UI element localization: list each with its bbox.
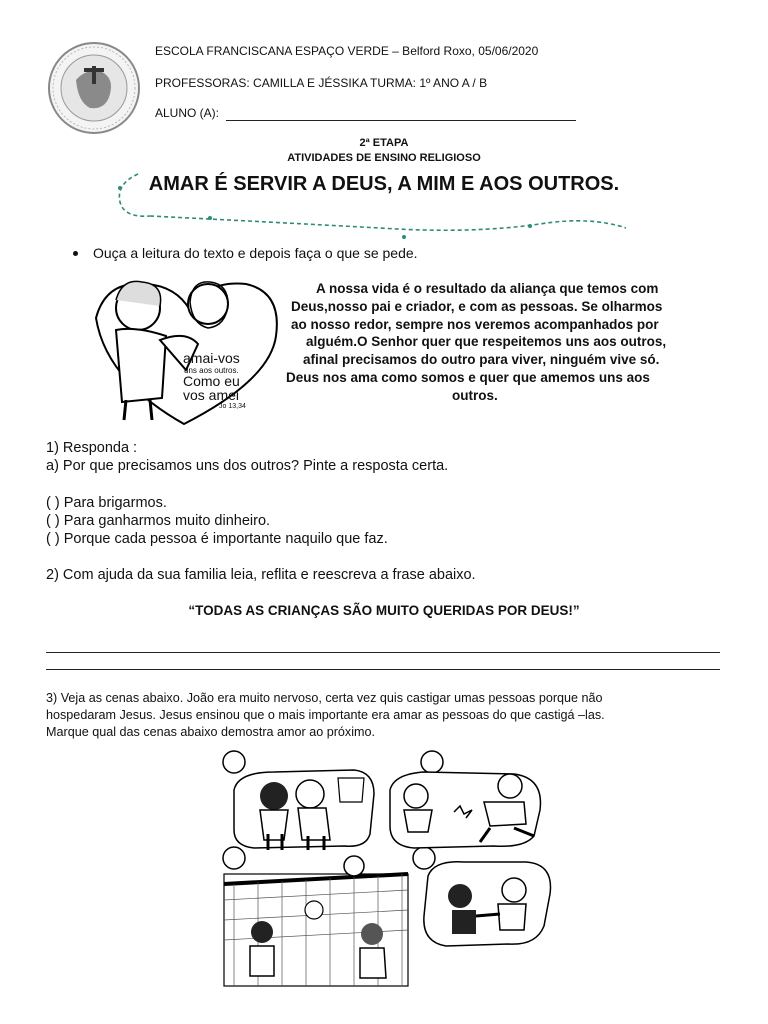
option-text: Porque cada pessoa é importante naquilo que faz.	[63, 531, 388, 547]
heart-text-line2: uns aos outros.	[184, 366, 239, 375]
bullet-icon	[73, 251, 78, 256]
hug-heart-illustration	[86, 270, 282, 428]
answer-line-1[interactable]	[46, 652, 720, 653]
option-text: Para brigarmos.	[63, 495, 167, 511]
school-name: ESCOLA FRANCISCANA ESPAÇO VERDE – Belford Roxo, 05/06/2020	[155, 44, 539, 58]
checkbox[interactable]: ( )	[46, 513, 60, 529]
q3-line-3: Marque qual das cenas abaixo demostra amor ao próximo.	[46, 725, 376, 739]
option-text: Para ganharmos muito dinheiro.	[63, 513, 271, 529]
q1-option-2[interactable]	[46, 513, 270, 529]
passage-line-3: ao nosso redor, sempre nos veremos acompanhados por	[291, 317, 659, 332]
heart-text-line3: Como eu	[183, 373, 240, 389]
scenes-illustration	[214, 750, 564, 990]
q1-option-1[interactable]	[46, 495, 167, 511]
checkbox[interactable]: ( )	[46, 531, 60, 547]
scene-3-checkbox	[223, 847, 245, 869]
checkbox[interactable]: ( )	[46, 495, 60, 511]
subject-label: ATIVIDADES DE ENSINO RELIGIOSO	[287, 152, 481, 164]
q3-line-2: hospedaram Jesus. Jesus ensinou que o mais importante era amar as pessoas do que castigá –las.	[46, 708, 605, 722]
passage-line-4: alguém.O Senhor quer que respeitemos uns aos outros,	[306, 334, 667, 349]
scene-4-checkbox	[413, 847, 435, 869]
answer-line-2[interactable]	[46, 669, 720, 670]
student-name-line[interactable]	[226, 120, 576, 121]
passage-line-1: A nossa vida é o resultado da aliança que temos com	[316, 281, 659, 296]
class-label: TURMA: 1º ANO A / B	[370, 76, 488, 90]
heart-ref: Jo 13,34	[219, 403, 246, 410]
heart-text-line1: amai-vos	[183, 350, 240, 366]
q2-label: 2) Com ajuda da sua familia leia, reflita e reescreva a frase abaixo.	[46, 567, 476, 583]
instruction: Ouça a leitura do texto e depois faça o que se pede.	[93, 245, 418, 261]
main-title: AMAR É SERVIR A DEUS, A MIM E AOS OUTROS.	[148, 173, 620, 195]
q1-option-3[interactable]	[46, 531, 388, 547]
q3-line-1: 3) Veja as cenas abaixo. João era muito nervoso, certa vez quis castigar umas pessoas porque não	[46, 691, 603, 705]
q1-subquestion: a) Por que precisamos uns dos outros? Pinte a resposta certa.	[46, 458, 449, 474]
scene-1-checkbox	[223, 751, 245, 773]
heart-text-line4: vos amei	[183, 387, 240, 403]
teachers: PROFESSORAS: CAMILLA E JÉSSIKA	[155, 76, 368, 90]
passage-line-5: afinal precisamos do outro para viver, ninguém vive só.	[303, 352, 660, 367]
passage-line-6: Deus nos ama como somos e quer que amemos uns aos	[286, 370, 650, 385]
q2-phrase: “TODAS AS CRIANÇAS SÃO MUITO QUERIDAS POR DEUS!”	[188, 603, 580, 618]
school-seal-logo	[46, 40, 142, 136]
student-label: ALUNO (A):	[155, 106, 220, 120]
stage-label: 2ª ETAPA	[359, 137, 409, 149]
passage-line-2: Deus,nosso pai e criador, e com as pessoas. Se olharmos	[291, 299, 663, 314]
scene-2-checkbox	[421, 751, 443, 773]
passage-line-7: outros.	[452, 388, 498, 403]
q1-label: 1) Responda :	[46, 440, 138, 456]
